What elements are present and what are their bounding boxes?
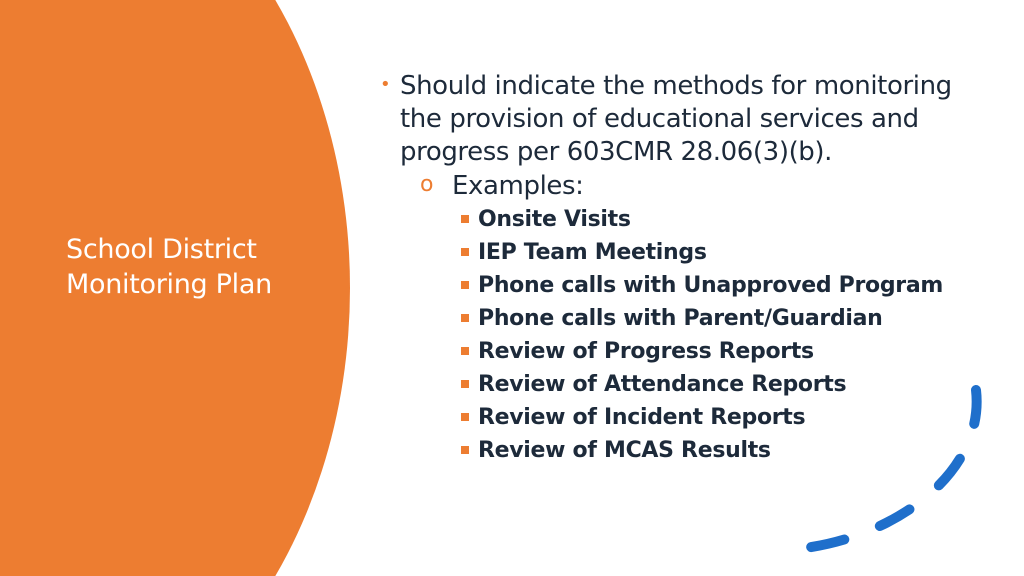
- dot-bullet-icon: •: [380, 74, 391, 95]
- list-item: Review of MCAS Results: [380, 434, 1000, 467]
- slide-title-line-2: Monitoring Plan: [66, 269, 272, 300]
- slide-title-line-1: School District: [66, 234, 257, 265]
- list-item: Review of Progress Reports: [380, 335, 1000, 368]
- main-bullet-text: Should indicate the methods for monitoring the provision of educational services and progress per 603CMR 28.06(3)(b).: [400, 71, 952, 167]
- sub-bullet-text: Examples:: [452, 171, 584, 201]
- circle-bullet-icon: o: [420, 172, 434, 197]
- list-item: Phone calls with Parent/Guardian: [380, 302, 1000, 335]
- list-item: Onsite Visits: [380, 203, 1000, 236]
- list-item: Review of Attendance Reports: [380, 368, 1000, 401]
- dashed-arc-path: [805, 390, 977, 548]
- list-item: Phone calls with Unapproved Program: [380, 269, 1000, 302]
- list-item: Review of Incident Reports: [380, 401, 1000, 434]
- list-item: IEP Team Meetings: [380, 236, 1000, 269]
